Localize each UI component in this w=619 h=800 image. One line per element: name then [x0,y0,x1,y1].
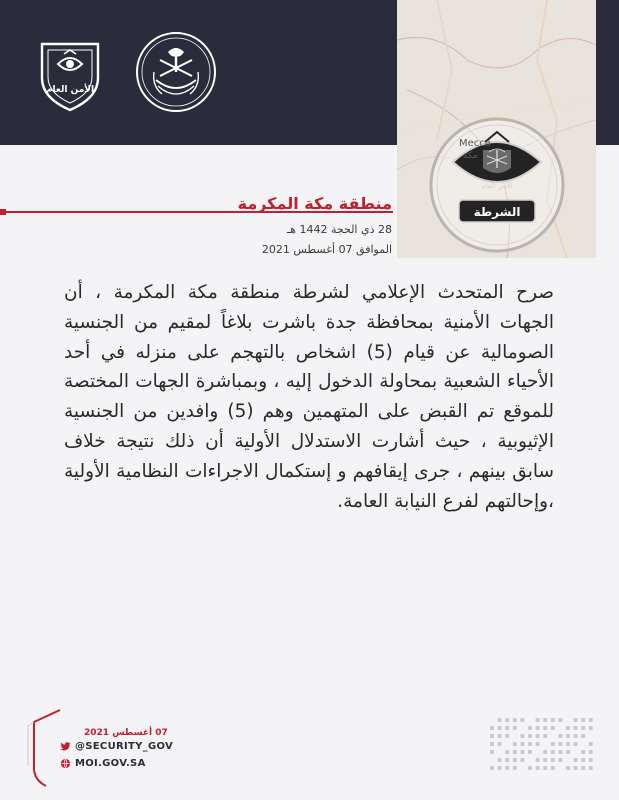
pattern-dot [536,726,540,730]
emblem-caption: الأمن العام [45,85,95,95]
pattern-dot [558,758,562,762]
pattern-dot [505,750,509,754]
pattern-dot [581,718,585,722]
pattern-dot [551,726,555,730]
pattern-dot [498,766,502,770]
ministry-emblem-icon [134,30,218,114]
header-logos [28,30,228,120]
map-city-en: Mecca [459,138,491,149]
pattern-dot [520,718,524,722]
pattern-dot [498,758,502,762]
date-hijri: 28 ذي الحجة 1442 هـ [286,223,392,236]
pattern-dot [581,734,585,738]
pattern-dot [528,726,532,730]
pattern-dot [574,734,578,738]
pattern-dot [536,742,540,746]
pattern-dot [505,734,509,738]
pattern-dot [574,726,578,730]
pattern-dot [558,734,562,738]
pattern-dot [574,758,578,762]
pattern-dot [490,766,494,770]
pattern-dot [513,718,517,722]
pattern-dot [574,742,578,746]
pattern-dot [490,750,494,754]
pattern-dot [558,742,562,746]
pattern-dot [513,750,517,754]
pattern-dot [543,766,547,770]
pattern-dot [558,718,562,722]
pattern-dot [574,718,578,722]
pattern-dot [551,766,555,770]
public-security-emblem-icon [28,30,112,114]
pattern-dot [528,742,532,746]
pattern-dot [498,726,502,730]
pattern-dot [574,766,578,770]
region-title: منطقة مكة المكرمة [237,194,392,213]
map-illustration [397,0,596,258]
pattern-dot [528,734,532,738]
pattern-dot [505,718,509,722]
pattern-dot [543,758,547,762]
decorative-dot-pattern-icon [488,716,598,776]
badge-top-label: الأمن العام [481,182,513,190]
pattern-dot [543,718,547,722]
pattern-dot [543,726,547,730]
pattern-dot [589,750,593,754]
website-link[interactable] [60,758,146,769]
pattern-dot [551,718,555,722]
globe-icon [60,758,71,769]
pattern-dot [536,758,540,762]
pattern-dot [513,726,517,730]
pattern-dot [551,750,555,754]
pattern-dot [566,742,570,746]
pattern-dot [528,766,532,770]
pattern-dot [551,758,555,762]
pattern-dot [490,734,494,738]
pattern-dot [520,750,524,754]
twitter-icon [60,741,71,752]
pattern-dot [520,742,524,746]
pattern-dot [581,750,585,754]
pattern-dot [528,750,532,754]
pattern-dot [536,718,540,722]
badge-label: الشرطة [473,205,521,219]
pattern-dot [551,742,555,746]
pattern-dot [589,766,593,770]
pattern-dot [589,718,593,722]
pattern-dot [581,726,585,730]
pattern-dot [498,718,502,722]
date-gregorian: الموافق 07 أغسطس 2021 [261,243,392,256]
pattern-dot [581,758,585,762]
pattern-dot [505,758,509,762]
website-url: MOI.GOV.SA [75,758,146,769]
twitter-handle: @SECURITY_GOV [75,741,174,752]
pattern-dot [490,726,494,730]
pattern-dot [589,742,593,746]
pattern-dot [566,766,570,770]
pattern-dot [490,742,494,746]
pattern-dot [513,742,517,746]
pattern-dot [589,758,593,762]
map-card [397,0,596,258]
pattern-dot [581,766,585,770]
pattern-dot [536,766,540,770]
pattern-dot [558,750,562,754]
statement-body [64,278,554,516]
footer-date: 07 أغسطس 2021 [84,728,168,738]
pattern-dot [520,734,524,738]
pattern-dot [536,734,540,738]
pattern-dot [520,758,524,762]
pattern-dot [566,726,570,730]
statement-paragraph: صرح المتحدث الإعلامي لشرطة منطقة مكة المكرمة ، أن الجهات الأمنية بمحافظة جدة باشرت بلاغاً لمقيم من الجنسية الصومالية عن قيام (5) اشخاص بالتهجم على منزله في أحد الأحياء الشعبية بمحاولة الدخول إليه ، وبمباشرة الجهات المختصة للموقع تم القبض على المتهمين وهم (5) وافدين من الجنسية الإثيوبية ، حيث أشارت الاستدلال الأولية أن ذلك نتيجة خلاف سابق بينهم ، جرى إيقافهم و إستكمال الاجراءات النظامية الأولية ،وإحالتهم لفرع النيابة العامة. [64,282,554,512]
pattern-dot [513,758,517,762]
pattern-dot [498,742,502,746]
map-city-ar: مكة [463,151,478,161]
pattern-dot [543,734,547,738]
pattern-dot [566,750,570,754]
pattern-dot [498,734,502,738]
footer [26,708,186,788]
twitter-link[interactable] [60,741,173,752]
pattern-dot [543,750,547,754]
pattern-dot [566,734,570,738]
pattern-dot [505,766,509,770]
pattern-dot [589,726,593,730]
pattern-dot [505,726,509,730]
pattern-dot [513,766,517,770]
